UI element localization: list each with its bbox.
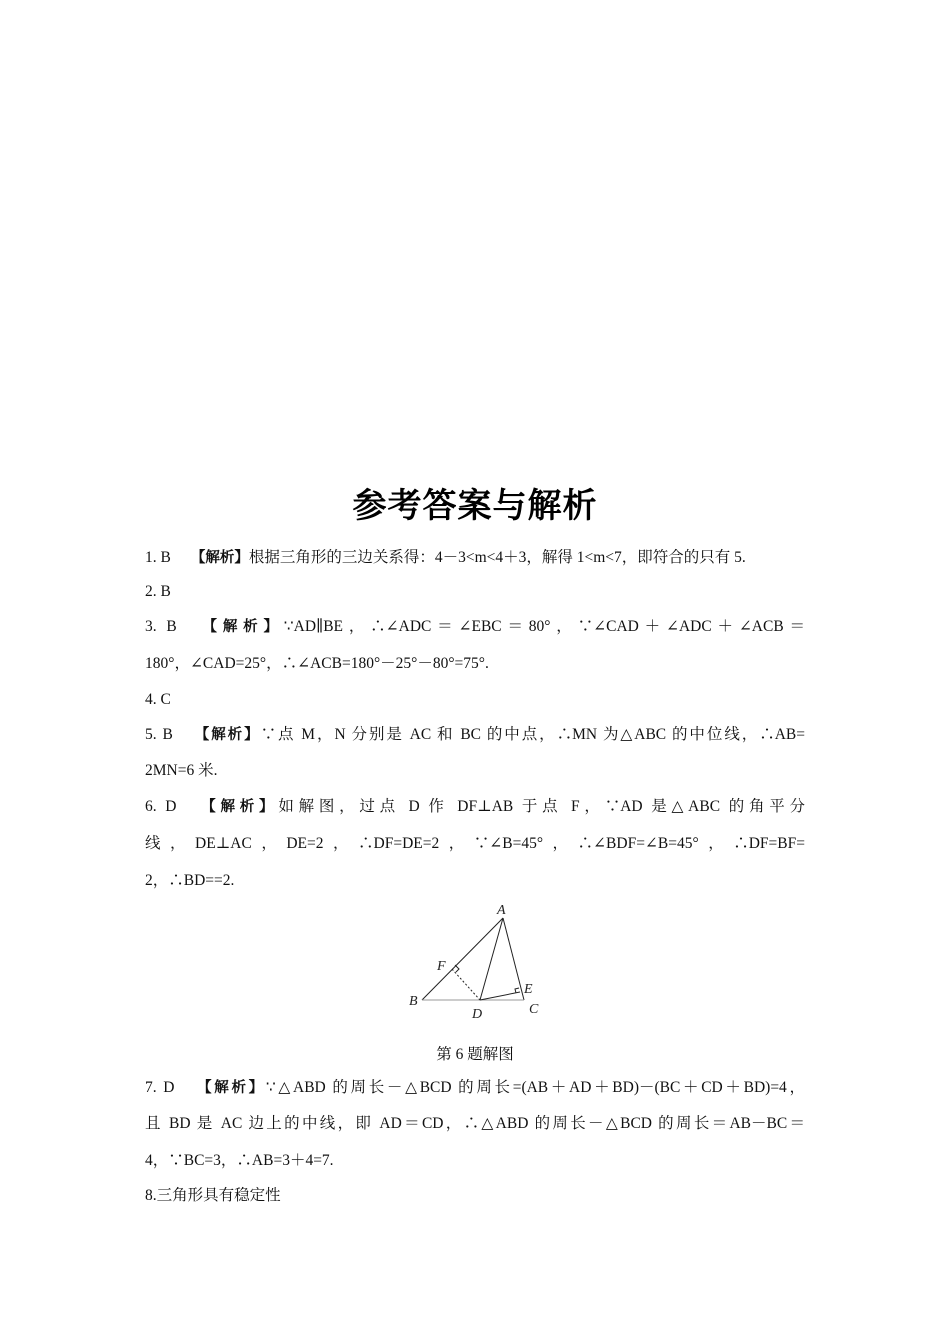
answer-7-line-3 [145,1151,805,1171]
answer-text: 2MN=6 米. [145,762,218,779]
answer-6-line-3 [145,871,805,891]
answer-8-line-1 [145,1186,805,1206]
answer-number: 6. D [145,798,177,815]
triangle-figure [400,898,560,1028]
answer-text: ∵△ABD 的周长－△BCD 的周长=(AB＋AD＋BD)－(BC＋CD＋BD)=4， [265,1079,806,1096]
label-c: C [529,1002,539,1017]
analysis-tag: 【解析】 [194,1080,266,1096]
answer-6-line-2 [145,834,805,854]
answer-number: 3. B [145,618,177,635]
answer-5-line-1 [145,725,805,745]
answer-text: 线，DE⊥AC，DE=2，∴DF=DE=2，∵∠B=45°，∴∠BDF=∠B=45°，∴DF=BF= [145,835,805,852]
answer-5-line-2 [145,761,805,781]
answer-number: 1. B [145,549,171,566]
analysis-tag: 【解析】 [196,619,284,635]
answer-text: 180°，∠CAD=25°，∴∠ACB=180°－25°－80°=75°. [145,655,489,672]
answer-text: ∵点 M，N 分别是 AC 和 BC 的中点，∴MN 为△ABC 的中位线，∴AB= [260,726,805,743]
answer-number: 4. C [145,691,171,708]
answer-7-line-1 [145,1078,805,1098]
answer-number: 8. [145,1187,157,1204]
answer-7-line-2 [145,1114,805,1134]
label-b: B [409,994,418,1009]
figure-caption: 第 6 题解图 [436,1046,514,1063]
answer-text: 4，∵BC=3，∴AB=3＋4=7. [145,1152,334,1169]
answer-6-line-1 [145,797,805,817]
analysis-tag: 【解析】 [196,799,279,815]
answer-text: ∵AD∥BE，∴∠ADC＝∠EBC＝80°，∵∠CAD＋∠ADC＋∠ACB＝ [283,618,806,635]
analysis-tag: 【解析】 [190,550,249,566]
answer-text: 三角形具有稳定性 [156,1187,281,1204]
answer-3-line-2 [145,654,805,674]
answer-1-line-1 [145,548,805,568]
label-e: E [524,982,533,997]
answer-text: 如解图，过点 D 作 DF⊥AB 于点 F，∵AD 是△ABC 的角平分 [278,798,805,815]
label-f: F [437,959,446,974]
analysis-tag: 【解析】 [192,727,261,743]
answer-4-line-1 [145,690,805,710]
page-title: 参考答案与解析 [352,486,598,526]
label-d: D [472,1007,483,1022]
label-a: A [497,903,506,918]
answer-number: 2. B [145,583,171,600]
answer-number: 7. D [145,1079,175,1096]
answer-2-line-1 [145,582,805,602]
answer-number: 5. B [145,726,173,743]
answer-text: 且 BD 是 AC 边上的中线，即 AD＝CD，∴△ABD 的周长－△BCD 的周长＝AB－BC＝ [145,1115,805,1132]
answer-text: 2，∴BD==2. [145,872,235,889]
answer-text: 根据三角形的三边关系得：4－3<m<4＋3，解得 1<m<7，即符合的只有 5. [248,549,746,566]
answer-3-line-1 [145,617,805,637]
